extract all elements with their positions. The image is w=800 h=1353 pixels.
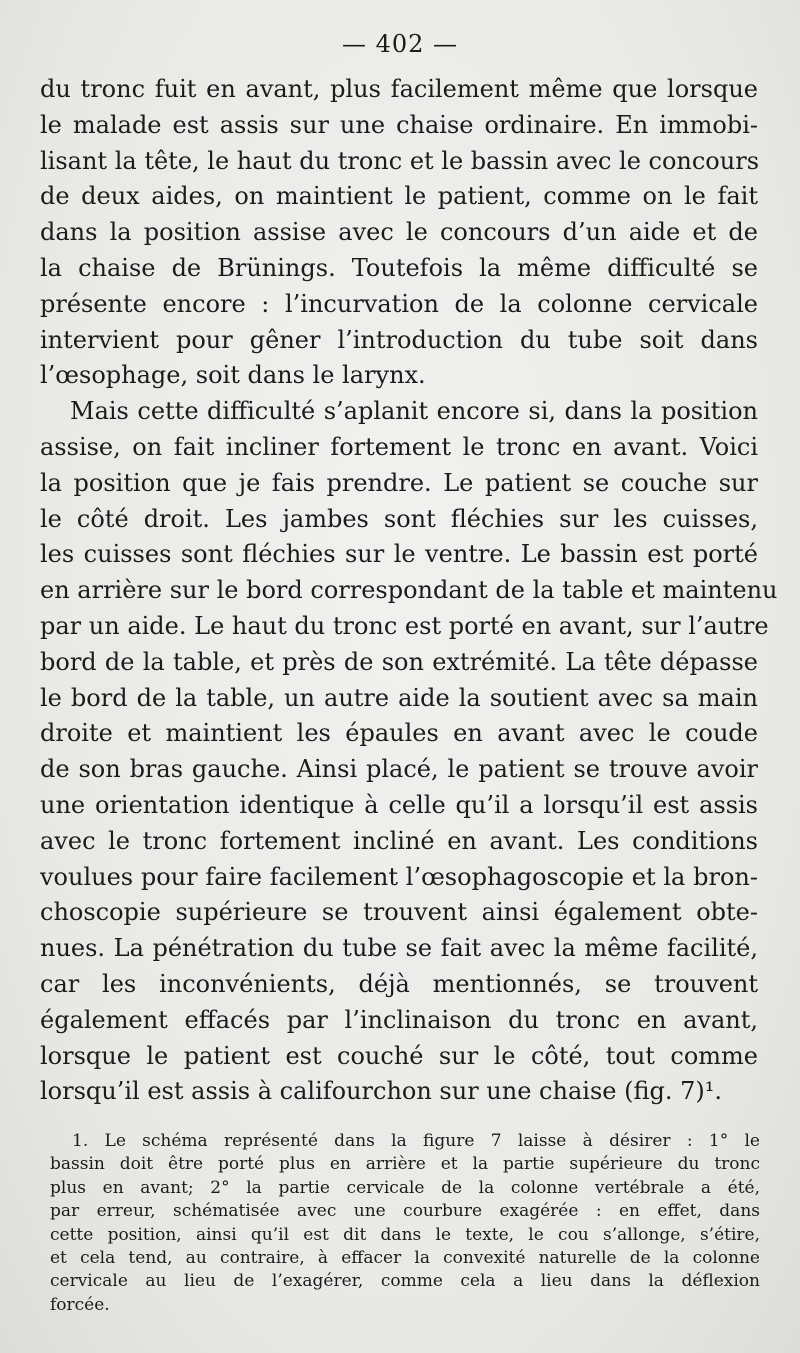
paragraph [40,394,778,1110]
footnote-line: bassin doit être porté plus en arrière et la partie supérieure du tronc [50,1154,760,1175]
text-line: présente encore : l’incurvation de la colonne cervicale [40,289,758,318]
text-line: les cuisses sont fléchies sur le ventre. Le bassin est porté [40,540,758,569]
footnote [50,1130,760,1317]
paragraph [40,72,758,394]
footnote-line: par erreur, schématisée avec une courbure exagérée : en effet, dans [50,1201,760,1222]
text-line: également effacés par l’inclinaison du tronc en avant, [40,1005,758,1034]
footnote-line: forcée. [50,1294,110,1315]
text-line: Mais cette difficulté s’aplanit encore si, dans la position [70,397,758,426]
text-line: intervient pour gêner l’introduction du tube soit dans [40,325,758,354]
text-line: assise, on fait incliner fortement le tronc en avant. Voici [40,432,758,461]
text-line: nues. La pénétration du tube se fait avec la même facilité, [40,934,758,963]
text-line: car les inconvénients, déjà mentionnés, se trouvent [40,969,758,998]
text-line: en arrière sur le bord correspondant de la table et maintenu [40,576,778,605]
text-line: droite et maintient les épaules en avant avec le coude [40,719,758,748]
footnote-line: plus en avant; 2° la partie cervicale de la colonne vertébrale a été, [50,1177,760,1198]
text-line: par un aide. Le haut du tronc est porté en avant, sur l’autre [40,611,769,640]
text-line: la chaise de Brünings. Toutefois la même difficulté se [40,253,758,282]
text-line: dans la position assise avec le concours d’un aide et de [40,218,758,247]
text-line: voulues pour faire facilement l’œsophagoscopie et la bron- [40,862,758,891]
text-line: lorsqu’il est assis à califourchon sur une chaise (fig. 7)¹. [40,1077,722,1106]
text-line: l’œsophage, soit dans le larynx. [40,361,426,390]
text-line: la position que je fais prendre. Le patient se couche sur [40,468,758,497]
text-line: de deux aides, on maintient le patient, comme on le fait [40,182,758,211]
text-line: le côté droit. Les jambes sont fléchies sur les cuisses, [40,504,758,533]
body-text [40,72,778,1110]
text-line: choscopie supérieure se trouvent ainsi également obte- [40,898,758,927]
text-line: du tronc fuit en avant, plus facilement même que lorsque [40,75,758,103]
text-line: le bord de la table, un autre aide la soutient avec sa main [40,683,758,712]
footnote-line: cette position, ainsi qu’il est dit dans le texte, le cou s’allonge, s’étire, [50,1224,760,1245]
text-line: avec le tronc fortement incliné en avant. Les conditions [40,826,758,855]
footnote-line: et cela tend, au contraire, à effacer la convexité naturelle de la colonne [50,1247,760,1268]
footnote-line: cervicale au lieu de l’exagérer, comme cela a lieu dans la déflexion [50,1271,760,1292]
text-line: bord de la table, et près de son extrémité. La tête dépasse [40,647,758,676]
text-line: une orientation identique à celle qu’il a lorsqu’il est assis [40,790,758,819]
footnote-line: 1. Le schéma représenté dans la figure 7 laisse à désirer : 1° le [72,1131,760,1151]
text-line: lorsque le patient est couché sur le côté, tout comme [40,1041,758,1070]
text-line: le malade est assis sur une chaise ordinaire. En immobi- [40,110,758,139]
text-line: de son bras gauche. Ainsi placé, le patient se trouve avoir [40,755,758,784]
text-line: lisant la tête, le haut du tronc et le bassin avec le concours [40,146,760,175]
page-number: — 402 — [341,30,459,58]
